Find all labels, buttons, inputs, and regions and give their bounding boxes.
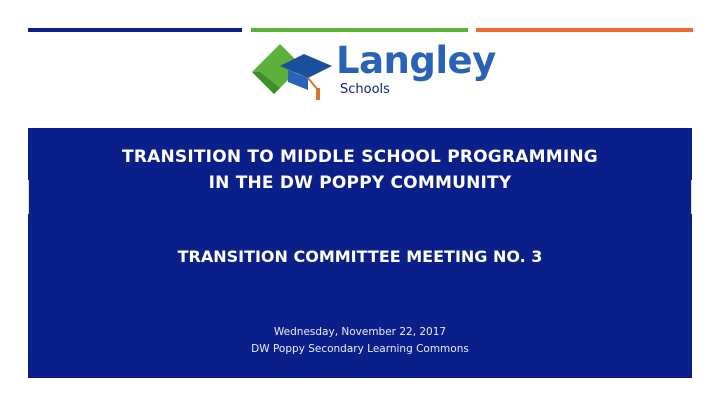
presentation-subtitle: TRANSITION COMMITTEE MEETING NO. 3 <box>177 247 543 266</box>
logo-subtext: Schools <box>340 82 390 97</box>
presentation-title <box>28 144 692 196</box>
langley-schools-logo <box>250 38 496 104</box>
title-line-1: TRANSITION TO MIDDLE SCHOOL PROGRAMMING <box>122 147 598 167</box>
accent-bar-orange <box>476 28 693 32</box>
graduation-cap-diamond-icon <box>250 38 336 104</box>
meeting-details <box>28 324 692 358</box>
meeting-date: Wednesday, November 22, 2017 <box>273 326 447 338</box>
meeting-location: DW Poppy Secondary Learning Commons <box>251 343 469 355</box>
logo-tassel <box>316 88 320 100</box>
title-line-2: IN THE DW POPPY COMMUNITY <box>208 173 512 193</box>
accent-bar-navy <box>28 28 242 32</box>
accent-bar-green <box>251 28 468 32</box>
logo-wordmark: Langley <box>336 39 496 82</box>
